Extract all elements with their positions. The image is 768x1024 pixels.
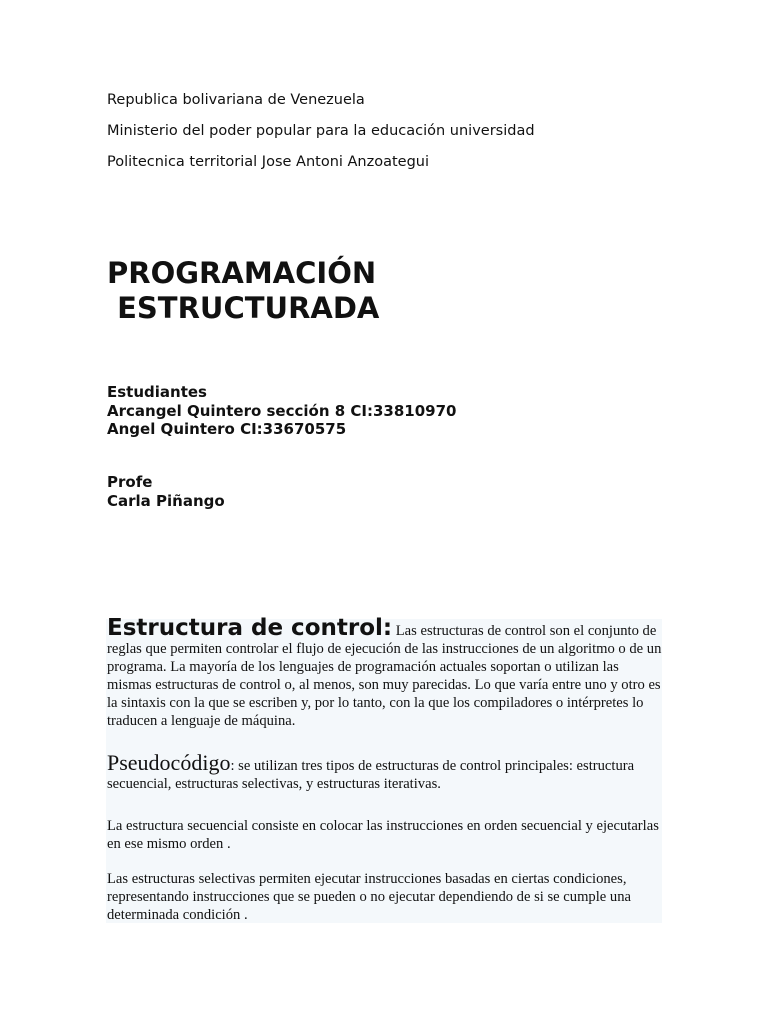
pseudocode-text: : se utilizan tres tipos de estructuras de control principales: estructura secuencial, estructuras selectivas, y estructuras iterativas.: [107, 758, 635, 792]
pseudocode-paragraph: [107, 750, 662, 793]
control-structure-heading: Estructura de control:: [107, 615, 393, 641]
teacher-block: [107, 473, 225, 510]
content-section: [106, 615, 662, 923]
student-2: Angel Quintero CI:33670575: [107, 420, 347, 438]
teacher-label: Profe: [107, 473, 153, 491]
country-line: Republica bolivariana de Venezuela: [107, 92, 365, 108]
title-line-2: ESTRUCTURADA: [107, 291, 380, 325]
students-block: [107, 383, 456, 439]
control-structure-paragraph: [107, 615, 662, 730]
institution-line: Politecnica territorial Jose Antoni Anzoategui: [107, 154, 430, 170]
students-label: Estudiantes: [107, 383, 207, 401]
pseudocode-heading: Pseudocódigo: [107, 750, 231, 775]
selective-paragraph: Las estructuras selectivas permiten ejecutar instrucciones basadas en ciertas condiciones, representando instrucciones que se pueden o no ejecutar dependiendo de si se cumple una determinada condición .: [107, 871, 631, 923]
title-line-1: PROGRAMACIÓN: [107, 256, 377, 290]
control-structure-text: Las estructuras de control son el conjunto de reglas que permiten controlar el flujo de ejecución de las instrucciones de un algoritmo o de un programa. La mayoría de los lenguajes de programación actuales soportan o utilizan las mismas estructuras de control o, al menos, son muy parecidas. Lo que varía entre uno y otro es la sintaxis con la que se escriben y, por lo tanto, con la que los compiladores o intérpretes lo traducen a lenguaje de máquina.: [107, 623, 662, 729]
teacher-name: Carla Piñango: [107, 491, 225, 510]
ministry-line: Ministerio del poder popular para la educación universidad: [107, 123, 535, 139]
student-1: Arcangel Quintero sección 8 CI:33810970: [107, 401, 457, 420]
sequential-paragraph: La estructura secuencial consiste en colocar las instrucciones en orden secuencial y ejecutarlas en ese mismo orden .: [107, 818, 659, 852]
document-title: [107, 256, 379, 326]
